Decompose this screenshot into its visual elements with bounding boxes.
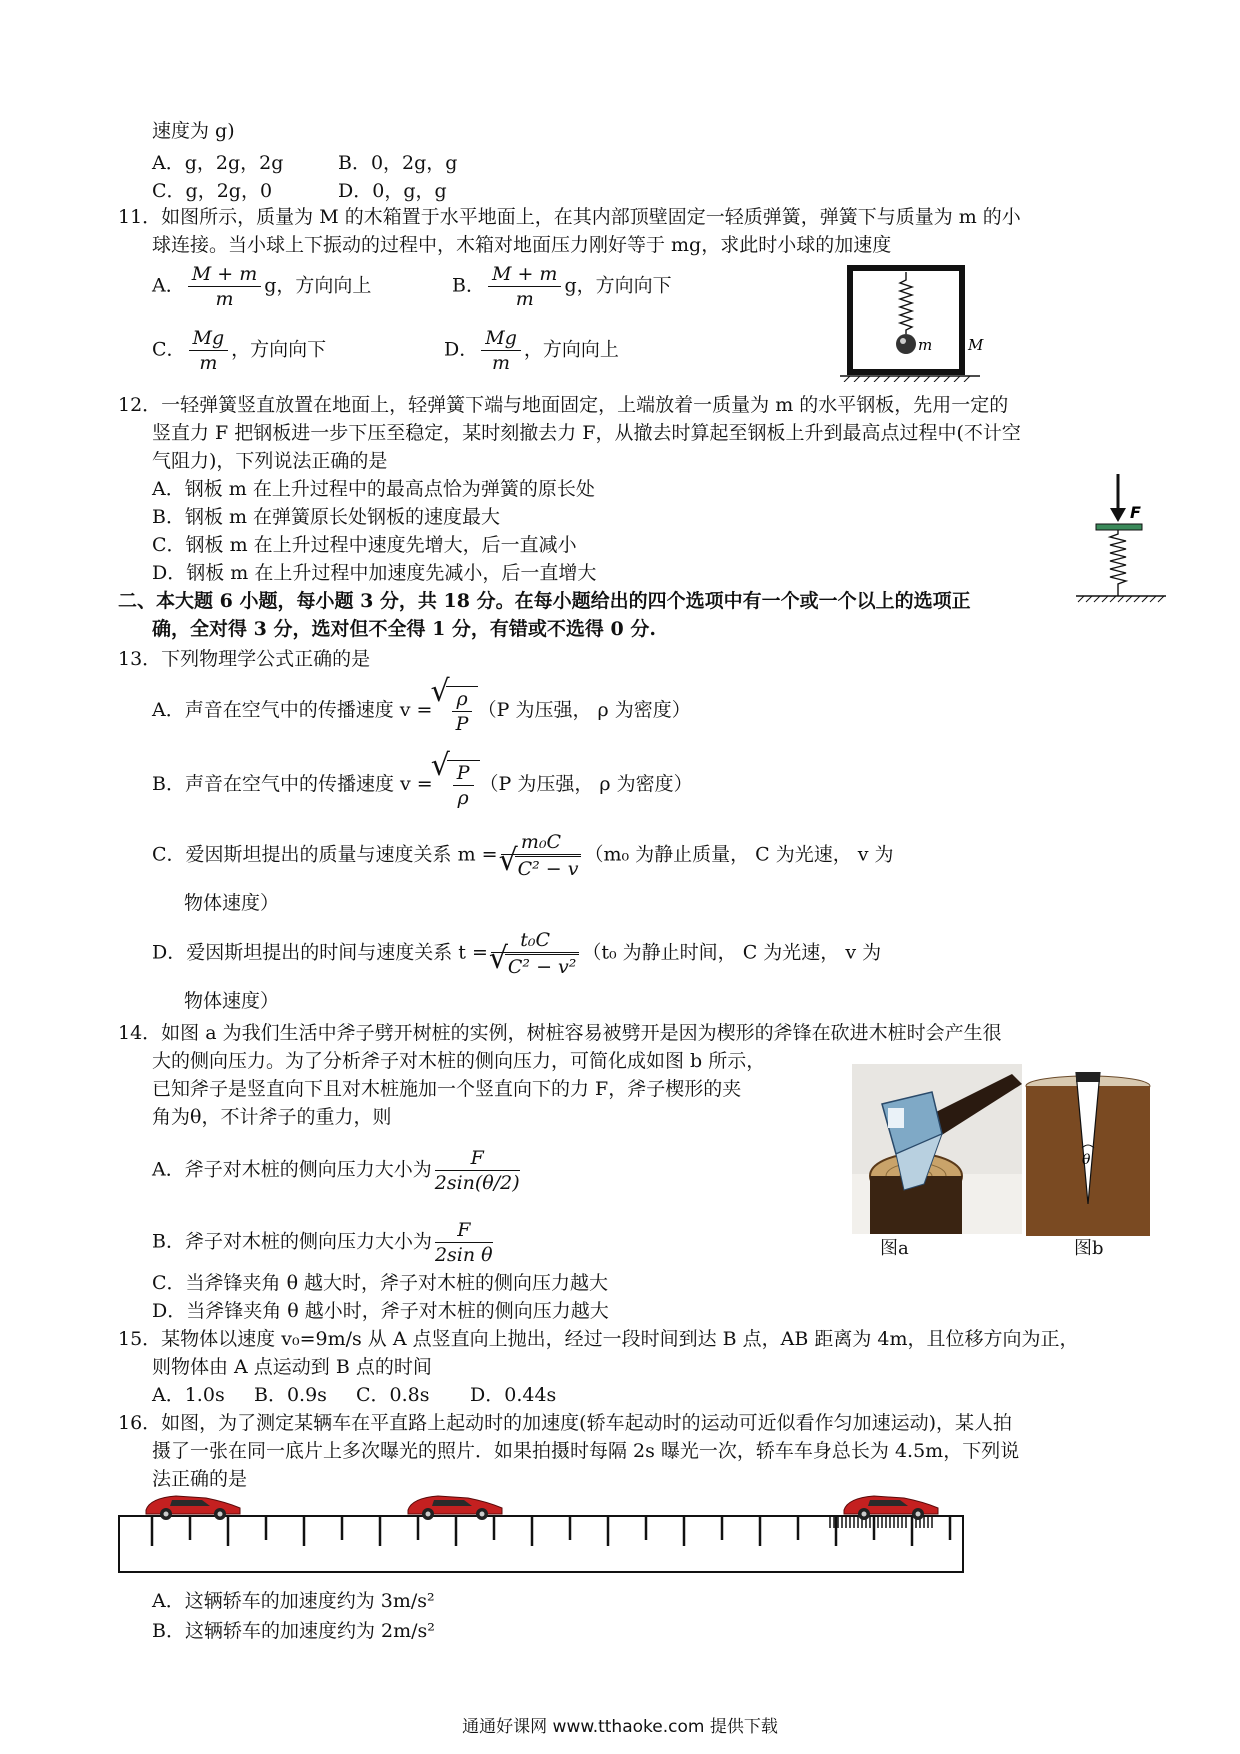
q10-option-c: C．g，2g，0 — [152, 180, 273, 202]
q15-option-a: A．1.0s — [152, 1384, 225, 1406]
q14-figure-b-wedge — [1024, 1072, 1152, 1236]
q11-option-c: C． $\frac{Mg}{m}$ ，方向向下 — [152, 327, 327, 374]
q11-option-d: D． $\frac{Mg}{m}$ ，方向向上 — [444, 327, 619, 374]
q12-option-a: A．钢板 m 在上升过程中的最高点恰为弹簧的原长处 — [152, 478, 595, 500]
q16-ruler-car-figure — [116, 1494, 968, 1576]
q10-tail: 速度为 g) — [152, 120, 235, 142]
q11-figure-m-label: m — [918, 336, 933, 354]
q15-option-c: C．0.8s — [356, 1384, 430, 1406]
q11-option-b: B． $\frac{M + m}{m}$ g，方向向下 — [452, 263, 672, 310]
q16-stem-line1: 16．如图，为了测定某辆车在平直路上起动时的加速度(轿车起动时的运动可近似看作匀加速运动)，某人拍 — [118, 1412, 1013, 1434]
q13-option-c-continued: 物体速度） — [184, 892, 280, 914]
q15-option-b: B．0.9s — [254, 1384, 327, 1406]
q15-option-d: D．0.44s — [470, 1384, 557, 1406]
q11-box-spring-figure — [830, 262, 990, 382]
q14-figure-theta-label: θ — [1082, 1152, 1091, 1168]
section2-heading-line2: 确，全对得 3 分，选对但不全得 1 分，有错或不选得 0 分. — [152, 618, 656, 640]
q12-stem-line3: 气阻力)，下列说法正确的是 — [152, 450, 388, 472]
q13-option-d-continued: 物体速度） — [184, 990, 280, 1012]
q11-stem-line2: 球连接。当小球上下振动的过程中，木箱对地面压力刚好等于 mg，求此时小球的加速度 — [152, 234, 892, 256]
q11-figure-M-label: M — [968, 336, 984, 354]
q16-option-b: B．这辆轿车的加速度约为 2m/s² — [152, 1620, 435, 1642]
q12-spring-plate-figure — [1076, 470, 1170, 612]
q14-figure-a-axe — [852, 1064, 1022, 1234]
q16-stem-line3: 法正确的是 — [152, 1468, 248, 1490]
q11-option-a: A． $\frac{M + m}{m}$ g，方向向上 — [152, 263, 372, 310]
q13-option-c: C．爱因斯坦提出的质量与速度关系 m = m₀C √ C² − v （m₀ 为静止质量， C 为光速， v 为 — [152, 830, 894, 881]
q14-stem-line1: 14．如图 a 为我们生活中斧子劈开树桩的实例，树桩容易被劈开是因为楔形的斧锋在砍进木桩时会产生很 — [118, 1022, 1002, 1044]
q13-option-b: B．声音在空气中的传播速度 v = √ $\frac{P}{\rho}$ （P 为压强， ρ 为密度） — [152, 760, 693, 810]
q14-option-c: C．当斧锋夹角 θ 越大时，斧子对木桩的侧向压力越大 — [152, 1272, 609, 1294]
q11-stem-line1: 11．如图所示，质量为 M 的木箱置于水平地面上，在其内部顶壁固定一轻质弹簧，弹簧下与质量为 m 的小 — [118, 206, 1021, 228]
q12-option-d: D．钢板 m 在上升过程中加速度先减小，后一直增大 — [152, 562, 597, 584]
q16-option-a: A．这辆轿车的加速度约为 3m/s² — [152, 1590, 435, 1612]
section2-heading-line1: 二、本大题 6 小题，每小题 3 分，共 18 分。在每小题给出的四个选项中有一个或一个以上的选项正 — [118, 590, 971, 612]
q14-figure-b-caption: 图b — [1074, 1238, 1104, 1259]
q13-option-a: A．声音在空气中的传播速度 v = √ $\frac{\rho}{P}$ （P 为压强， ρ 为密度） — [152, 686, 691, 736]
q12-option-c: C．钢板 m 在上升过程中速度先增大，后一直减小 — [152, 534, 577, 556]
q14-figure-a-caption: 图a — [880, 1238, 909, 1259]
q14-option-d: D．当斧锋夹角 θ 越小时，斧子对木桩的侧向压力越大 — [152, 1300, 609, 1322]
q10-option-b: B．0，2g，g — [338, 152, 458, 174]
q12-option-b: B．钢板 m 在弹簧原长处钢板的速度最大 — [152, 506, 501, 528]
q14-option-a: A．斧子对木桩的侧向压力大小为 $\frac{F}{2\sin(\theta/2)}$ — [152, 1147, 520, 1194]
q16-stem-line2: 摄了一张在同一底片上多次曝光的照片．如果拍摄时每隔 2s 曝光一次，轿车车身总长为 4.5m，下列说 — [152, 1440, 1020, 1462]
q10-option-d: D．0，g，g — [338, 180, 447, 202]
q12-stem-line1: 12．一轻弹簧竖直放置在地面上，轻弹簧下端与地面固定，上端放着一质量为 m 的水平钢板，先用一定的 — [118, 394, 1009, 416]
q14-stem-line3: 已知斧子是竖直向下且对木桩施加一个竖直向下的力 F，斧子楔形的夹 — [152, 1078, 742, 1100]
q14-option-b: B．斧子对木桩的侧向压力大小为 $\frac{F}{\text{2sin θ}}$ — [152, 1219, 493, 1266]
q14-stem-line2: 大的侧向压力。为了分析斧子对木桩的侧向压力，可简化成如图 b 所示， — [152, 1050, 766, 1072]
q13-option-d: D．爱因斯坦提出的时间与速度关系 t = t₀C √ C² − v² （t₀ 为静止时间， C 为光速， v 为 — [152, 928, 881, 979]
page-footer: 通通好课网 www.tthaoke.com 提供下载 — [462, 1717, 778, 1737]
q15-stem-line2: 则物体由 A 点运动到 B 点的时间 — [152, 1356, 432, 1378]
q14-stem-line4: 角为θ，不计斧子的重力，则 — [152, 1106, 392, 1128]
q13-stem: 13．下列物理学公式正确的是 — [118, 648, 371, 670]
q12-stem-line2: 竖直力 F 把钢板进一步下压至稳定，某时刻撤去力 F，从撤去时算起至钢板上升到最高点过程中(不计空 — [152, 422, 1021, 444]
q15-stem-line1: 15．某物体以速度 v₀=9m/s 从 A 点竖直向上抛出，经过一段时间到达 B 点，AB 距离为 4m，且位移方向为正， — [118, 1328, 1079, 1350]
q10-option-a: A．g，2g，2g — [152, 152, 284, 174]
q12-figure-F-label: F — [1130, 503, 1141, 522]
